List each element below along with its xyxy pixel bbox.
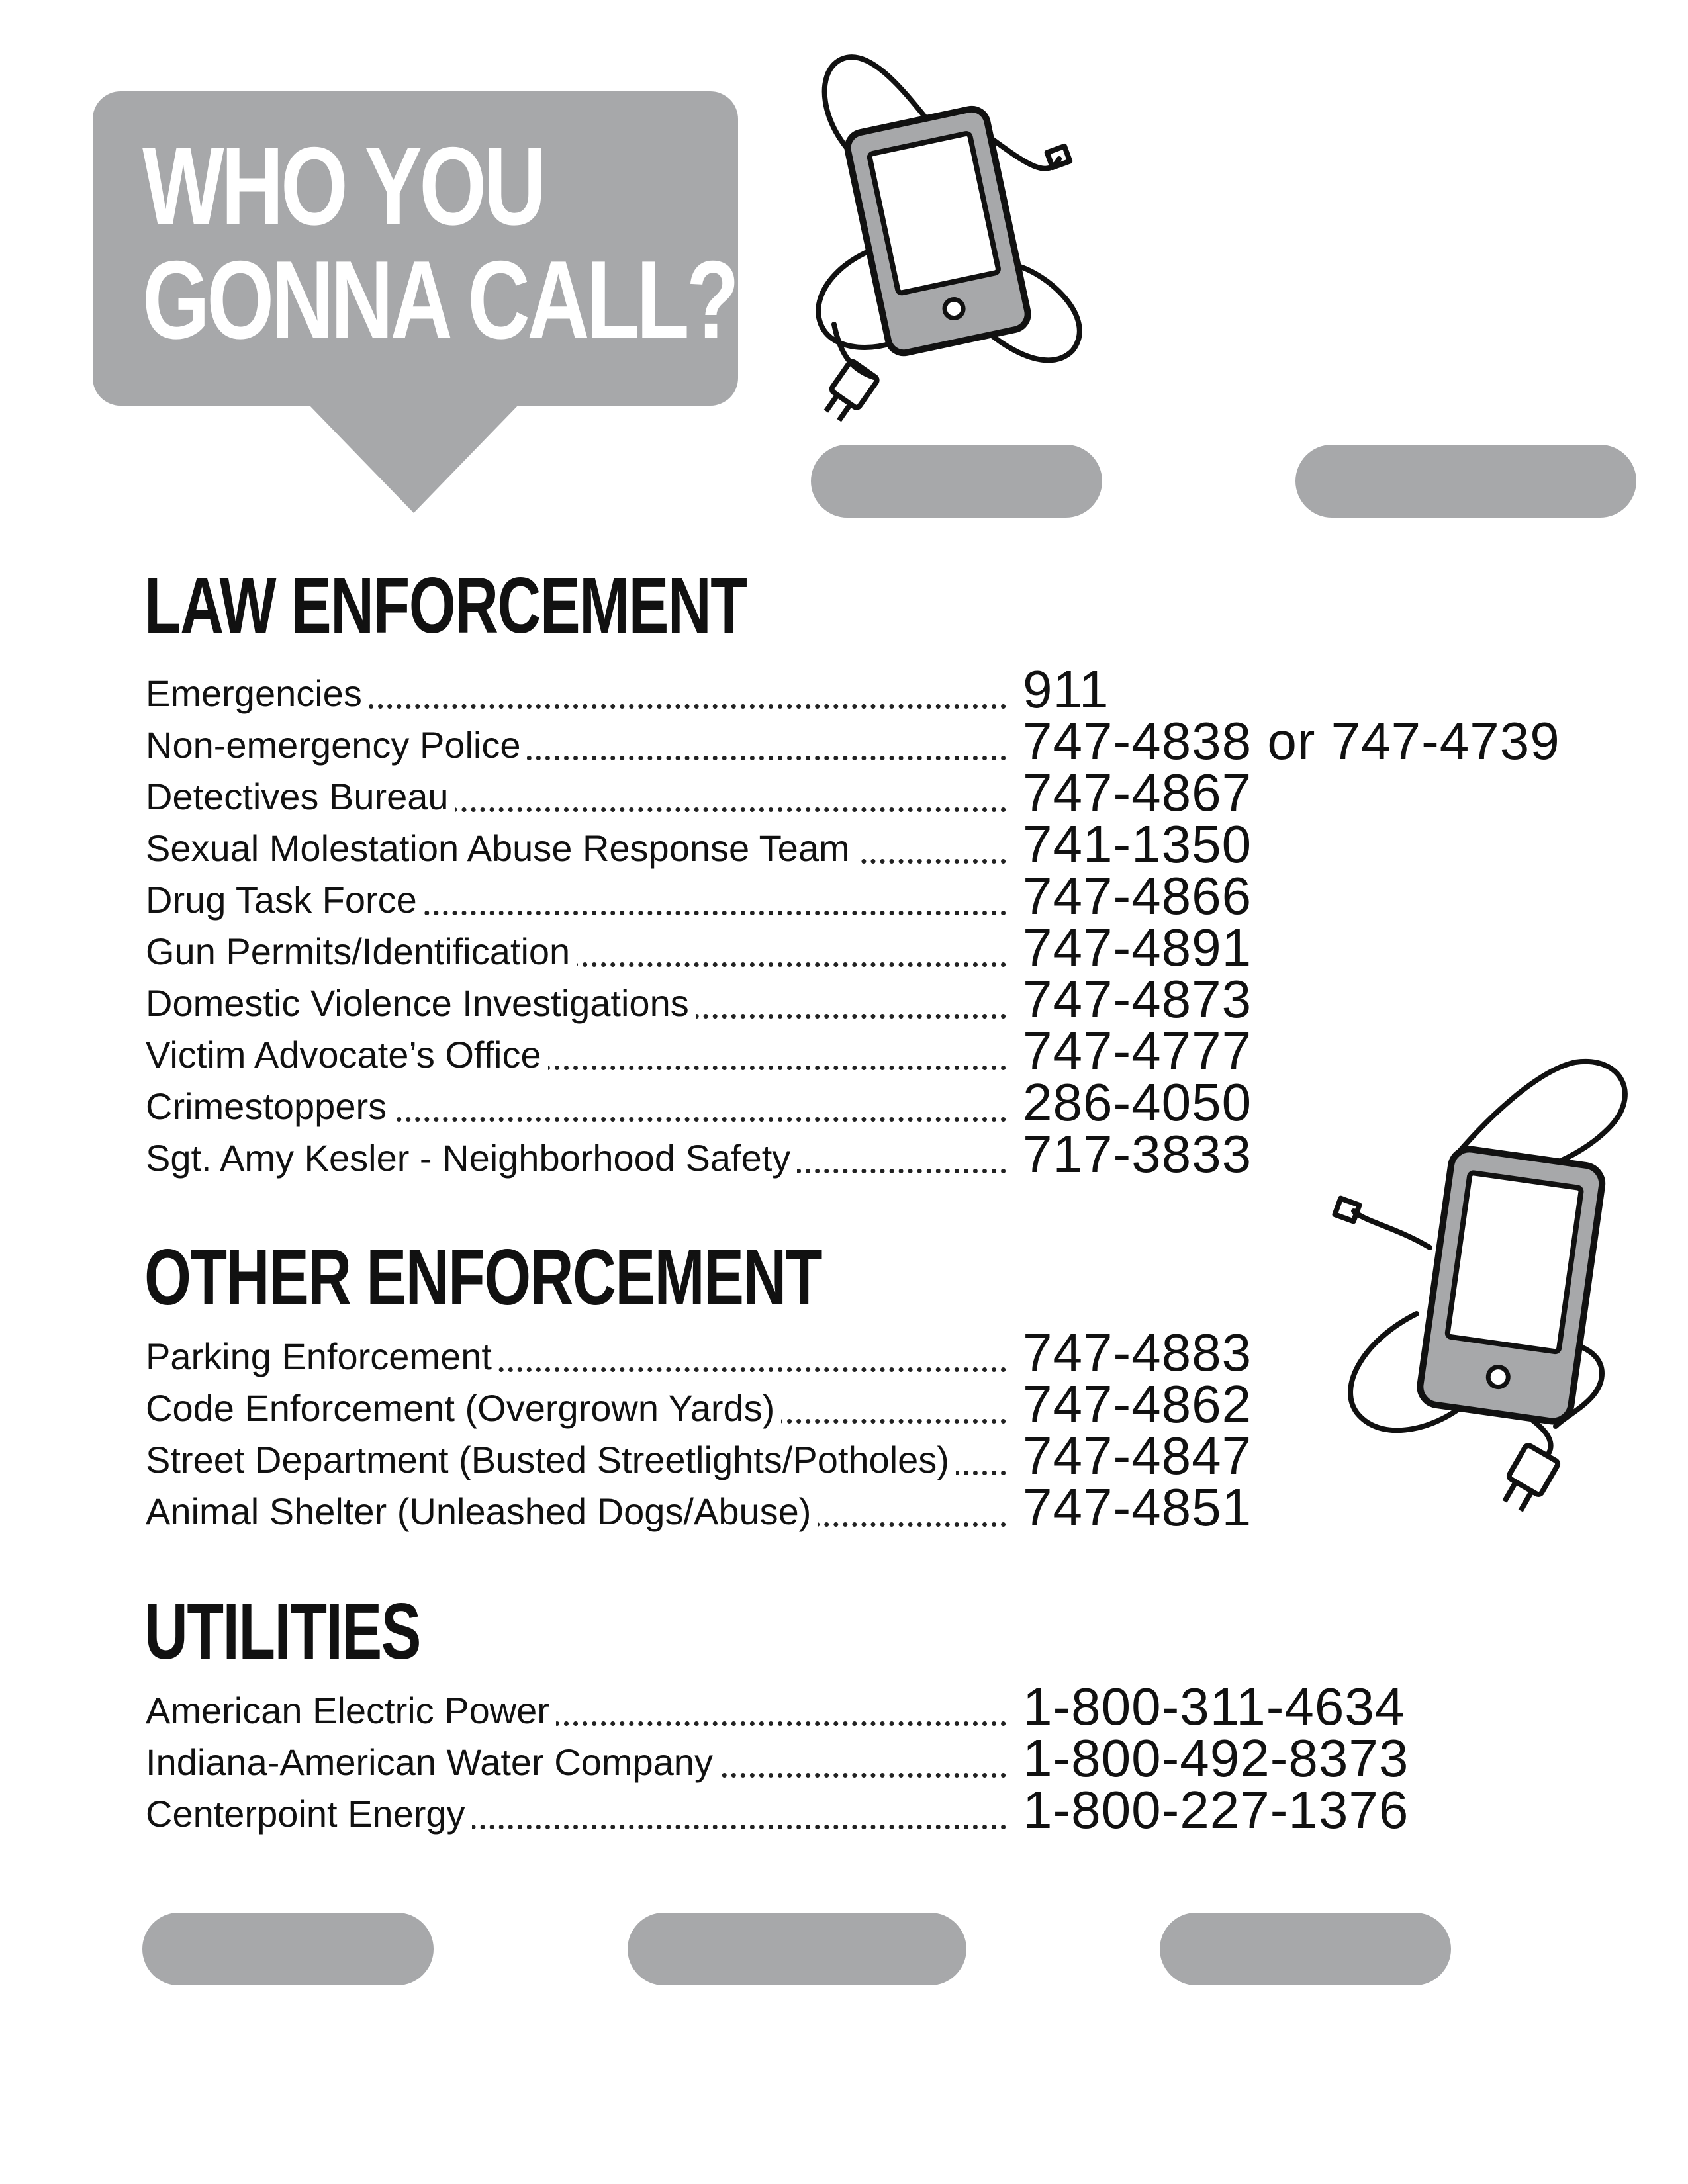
contact-row: [146, 866, 1602, 925]
contact-number[interactable]: 1-800-492-8373: [1023, 1729, 1409, 1788]
speech-bubble-tail: [308, 404, 520, 513]
contact-label: Gun Permits/Identification: [146, 931, 577, 972]
decorative-pill: [1295, 445, 1636, 518]
decorative-pill: [142, 1913, 434, 1985]
decorative-pill: [628, 1913, 966, 1985]
decorative-pill: [1160, 1913, 1451, 1985]
contact-number[interactable]: 1-800-311-4634: [1023, 1677, 1405, 1736]
contact-label: Detectives Bureau: [146, 776, 455, 817]
phone-charger-icon: [794, 46, 1099, 424]
contact-label: Drug Task Force: [146, 879, 424, 921]
contact-row: [146, 1021, 1602, 1080]
contact-label: Domestic Violence Investigations: [146, 982, 696, 1024]
contact-number[interactable]: 747-4777: [1023, 1021, 1252, 1080]
contact-number[interactable]: 747-4873: [1023, 970, 1252, 1028]
contact-row: [146, 1478, 1602, 1537]
contact-row: [146, 660, 1602, 719]
contact-label: Centerpoint Energy: [146, 1793, 472, 1835]
contact-number[interactable]: 717-3833: [1023, 1124, 1252, 1183]
page-title-line-2: GONNA CALL?: [142, 238, 737, 362]
contact-label: Code Enforcement (Overgrown Yards): [146, 1387, 781, 1429]
contact-row: [146, 1426, 1602, 1485]
contact-row: [146, 1780, 1602, 1839]
contact-row: [146, 918, 1602, 977]
contact-number[interactable]: 747-4866: [1023, 866, 1252, 925]
contact-label: Victim Advocate’s Office: [146, 1034, 548, 1075]
contact-row: [146, 1677, 1602, 1736]
contact-number[interactable]: 747-4838 or 747-4739: [1023, 711, 1560, 770]
contact-row: [146, 1729, 1602, 1788]
contact-label: Indiana-American Water Company: [146, 1741, 720, 1783]
contact-row: [146, 1073, 1602, 1132]
contact-row: [146, 970, 1602, 1028]
contact-row: [146, 1124, 1602, 1183]
contact-number[interactable]: 1-800-227-1376: [1023, 1780, 1409, 1839]
contact-row: [146, 763, 1602, 822]
contact-number[interactable]: 747-4862: [1023, 1375, 1252, 1433]
contact-label: American Electric Power: [146, 1690, 556, 1731]
contact-label: Parking Enforcement: [146, 1336, 498, 1377]
contact-label: Animal Shelter (Unleashed Dogs/Abuse): [146, 1490, 818, 1532]
contact-number[interactable]: 286-4050: [1023, 1073, 1252, 1132]
contact-label: Sgt. Amy Kesler - Neighborhood Safety: [146, 1137, 797, 1179]
contact-label: Sexual Molestation Abuse Response Team: [146, 827, 857, 869]
contact-number[interactable]: 747-4883: [1023, 1323, 1252, 1382]
contact-row: [146, 815, 1602, 874]
contact-number[interactable]: 741-1350: [1023, 815, 1252, 874]
contact-row: [146, 1323, 1602, 1382]
contact-row: [146, 711, 1602, 770]
decorative-pill: [811, 445, 1102, 518]
contact-number[interactable]: 747-4891: [1023, 918, 1252, 977]
contact-label: Crimestoppers: [146, 1085, 393, 1127]
contact-number[interactable]: 911: [1023, 660, 1109, 719]
contact-label: Non-emergency Police: [146, 724, 527, 766]
page-title: [142, 124, 737, 362]
contact-number[interactable]: 747-4867: [1023, 763, 1252, 822]
section-heading-law-enforcement: LAW ENFORCEMENT: [144, 561, 747, 650]
contact-label: Street Department (Busted Streetlights/Potholes): [146, 1439, 956, 1480]
contact-number[interactable]: 747-4851: [1023, 1478, 1252, 1537]
page-title-line-1: WHO YOU: [142, 124, 543, 248]
contact-number[interactable]: 747-4847: [1023, 1426, 1252, 1485]
section-heading-utilities: UTILITIES: [144, 1587, 420, 1676]
contact-row: [146, 1375, 1602, 1433]
section-heading-other-enforcement: OTHER ENFORCEMENT: [144, 1233, 821, 1322]
contact-label: Emergencies: [146, 672, 369, 714]
